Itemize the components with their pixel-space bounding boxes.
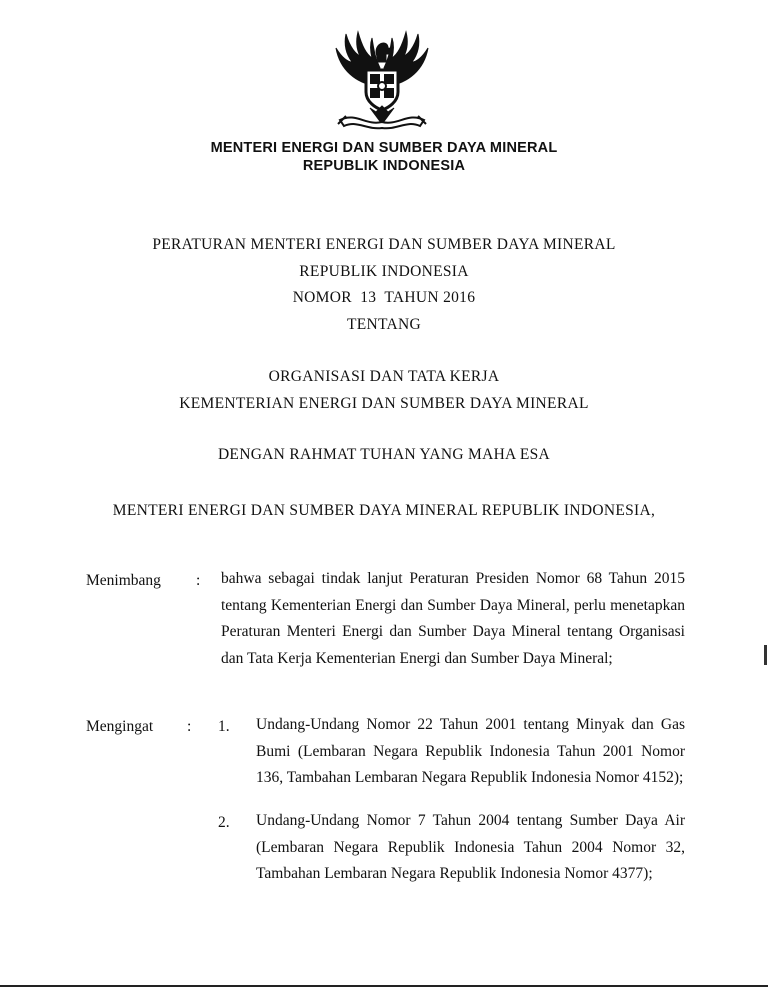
- scan-edge-mark: [764, 645, 767, 665]
- republic-name: REPUBLIK INDONESIA: [302, 158, 466, 174]
- scan-bottom-edge: [0, 985, 768, 987]
- regulation-title-line2: REPUBLIK INDONESIA: [299, 263, 469, 280]
- list-item: Undang-Undang Nomor 7 Tahun 2004 tentang Sumber Daya Air (Lembaran Negara Republik Indonesia Tahun 2004 Nomor 32, Tambahan Lembaran Negara Republik Indonesia Nomor 4377);: [256, 812, 685, 882]
- menimbang-colon: :: [196, 572, 201, 589]
- tentang-label: TENTANG: [346, 316, 422, 333]
- garuda-emblem-icon: [326, 28, 438, 136]
- menimbang-text: bahwa sebagai tindak lanjut Peraturan Presiden Nomor 68 Tahun 2015 tentang Kementerian Energi dan Sumber Daya Mineral, perlu menetapkan Peraturan Menteri Energi dan Sumber Daya Mineral tentang Organisasi dan Tata Kerja Kementerian Energi dan Sumber Daya Mineral;: [221, 570, 685, 667]
- subject-line2: KEMENTERIAN ENERGI DAN SUMBER DAYA MINERAL: [179, 395, 589, 412]
- issuer: MENTERI ENERGI DAN SUMBER DAYA MINERAL REPUBLIK INDONESIA,: [112, 502, 656, 519]
- regulation-title-line1: PERATURAN MENTERI ENERGI DAN SUMBER DAYA MINERAL: [152, 236, 616, 253]
- invocation: DENGAN RAHMAT TUHAN YANG MAHA ESA: [217, 446, 551, 463]
- regulation-number: NOMOR 13 TAHUN 2016: [292, 289, 476, 306]
- mengingat-label: Mengingat: [86, 718, 154, 735]
- subject-line1: ORGANISASI DAN TATA KERJA: [268, 368, 500, 385]
- menimbang-label: Menimbang: [86, 572, 161, 589]
- list-item: Undang-Undang Nomor 22 Tahun 2001 tentang Minyak dan Gas Bumi (Lembaran Negara Republik Indonesia Tahun 2001 Nomor 136, Tambahan Lembaran Negara Republik Indonesia Nomor 4152);: [256, 716, 685, 786]
- list-item-number: 1.: [218, 718, 230, 735]
- mengingat-colon: :: [187, 718, 192, 735]
- list-item-number: 2.: [218, 814, 230, 831]
- ministry-name: MENTERI ENERGI DAN SUMBER DAYA MINERAL: [210, 140, 558, 156]
